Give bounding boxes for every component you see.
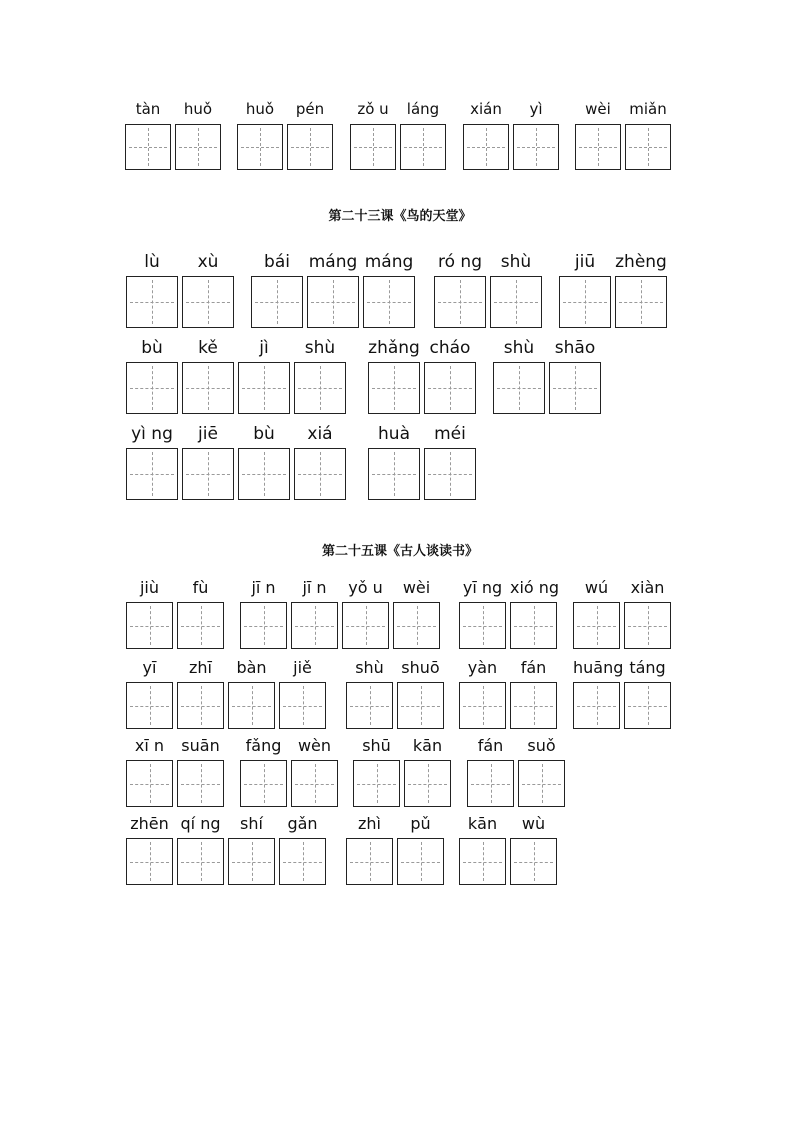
writing-cell xyxy=(287,100,333,172)
writing-cell xyxy=(126,658,173,731)
tian-zi-grid-box[interactable] xyxy=(307,276,359,328)
writing-cell xyxy=(177,814,224,887)
pinyin-label: fán xyxy=(520,658,547,677)
pinyin-row-6 xyxy=(0,658,800,735)
tian-zi-grid-box[interactable] xyxy=(424,362,476,414)
writing-cell xyxy=(510,578,560,651)
tian-zi-grid-box[interactable] xyxy=(125,124,171,170)
writing-cell xyxy=(126,252,178,330)
writing-cell xyxy=(459,814,506,887)
pinyin-label: láng xyxy=(406,100,440,118)
pinyin-label: jī n xyxy=(302,578,327,597)
writing-cell xyxy=(624,578,671,651)
writing-cell xyxy=(615,252,667,330)
writing-cell xyxy=(510,658,557,731)
writing-cell xyxy=(125,100,171,172)
writing-cell xyxy=(251,252,303,330)
tian-zi-grid-box[interactable] xyxy=(434,276,486,328)
writing-cell xyxy=(237,100,283,172)
pinyin-label: suān xyxy=(181,736,220,755)
tian-zi-grid-box[interactable] xyxy=(126,838,173,885)
tian-zi-grid-box[interactable] xyxy=(463,124,509,170)
writing-cell xyxy=(353,736,400,809)
tian-zi-grid-box[interactable] xyxy=(294,362,346,414)
writing-cell xyxy=(400,100,446,172)
tian-zi-grid-box[interactable] xyxy=(350,124,396,170)
pinyin-label: fù xyxy=(192,578,209,597)
tian-zi-grid-box[interactable] xyxy=(237,124,283,170)
writing-cell xyxy=(228,658,275,731)
tian-zi-grid-box[interactable] xyxy=(493,362,545,414)
writing-cell xyxy=(177,578,224,651)
tian-zi-grid-box[interactable] xyxy=(126,760,173,807)
writing-cell xyxy=(424,338,476,416)
tian-zi-grid-box[interactable] xyxy=(126,448,178,500)
tian-zi-grid-box[interactable] xyxy=(513,124,559,170)
tian-zi-grid-box[interactable] xyxy=(228,838,275,885)
pinyin-label: zhī xyxy=(189,658,212,677)
tian-zi-grid-box[interactable] xyxy=(393,602,440,649)
pinyin-label: zhēn xyxy=(130,814,169,833)
writing-cell xyxy=(182,252,234,330)
writing-cell xyxy=(625,100,671,172)
pinyin-label: yàn xyxy=(467,658,498,677)
pinyin-label: huà xyxy=(378,424,410,444)
tian-zi-grid-box[interactable] xyxy=(573,602,620,649)
tian-zi-grid-box[interactable] xyxy=(624,682,671,729)
tian-zi-grid-box[interactable] xyxy=(510,682,557,729)
pinyin-label: bái xyxy=(264,252,290,272)
pinyin-label: pǔ xyxy=(410,814,431,833)
pinyin-label: yǒ u xyxy=(348,578,383,597)
pinyin-label: bù xyxy=(253,424,275,444)
tian-zi-grid-box[interactable] xyxy=(342,602,389,649)
tian-zi-grid-box[interactable] xyxy=(240,602,287,649)
writing-cell xyxy=(549,338,601,416)
pinyin-label: jī n xyxy=(251,578,276,597)
pinyin-label: bàn xyxy=(236,658,267,677)
pinyin-label: yī xyxy=(142,658,157,677)
pinyin-row-2 xyxy=(0,252,800,334)
pinyin-label: pén xyxy=(295,100,325,118)
writing-cell xyxy=(424,424,476,502)
writing-cell xyxy=(175,100,221,172)
pinyin-label: méi xyxy=(434,424,466,444)
writing-cell xyxy=(350,100,396,172)
writing-cell xyxy=(279,658,326,731)
pinyin-label: shù xyxy=(355,658,384,677)
tian-zi-grid-box[interactable] xyxy=(459,602,506,649)
pinyin-row-7 xyxy=(0,736,800,813)
writing-cell xyxy=(463,100,509,172)
pinyin-row-3 xyxy=(0,338,800,420)
writing-cell xyxy=(294,424,346,502)
writing-cell xyxy=(294,338,346,416)
writing-cell xyxy=(182,338,234,416)
writing-cell xyxy=(573,658,624,731)
tian-zi-grid-box[interactable] xyxy=(177,760,224,807)
pinyin-label: gǎn xyxy=(287,814,318,833)
writing-cell xyxy=(459,658,506,731)
tian-zi-grid-box[interactable] xyxy=(467,760,514,807)
tian-zi-grid-box[interactable] xyxy=(182,362,234,414)
writing-cell xyxy=(393,578,440,651)
pinyin-label: lù xyxy=(144,252,160,272)
tian-zi-grid-box[interactable] xyxy=(240,760,287,807)
tian-zi-grid-box[interactable] xyxy=(238,362,290,414)
writing-cell xyxy=(510,814,557,887)
tian-zi-grid-box[interactable] xyxy=(294,448,346,500)
writing-cell xyxy=(291,578,338,651)
tian-zi-grid-box[interactable] xyxy=(177,682,224,729)
pinyin-label: xiá xyxy=(307,424,333,444)
writing-cell xyxy=(182,424,234,502)
pinyin-label: kān xyxy=(467,814,498,833)
writing-cell xyxy=(490,252,542,330)
pinyin-label: wèn xyxy=(297,736,332,755)
pinyin-label: shū xyxy=(362,736,391,755)
tian-zi-grid-box[interactable] xyxy=(549,362,601,414)
tian-zi-grid-box[interactable] xyxy=(510,602,557,649)
tian-zi-grid-box[interactable] xyxy=(177,602,224,649)
pinyin-label: shuō xyxy=(401,658,440,677)
tian-zi-grid-box[interactable] xyxy=(400,124,446,170)
tian-zi-grid-box[interactable] xyxy=(615,276,667,328)
tian-zi-grid-box[interactable] xyxy=(368,448,420,500)
tian-zi-grid-box[interactable] xyxy=(238,448,290,500)
tian-zi-grid-box[interactable] xyxy=(424,448,476,500)
lesson-25-heading: 第二十五课《古人谈读书》 xyxy=(321,544,478,559)
pinyin-label: yì xyxy=(529,100,543,118)
tian-zi-grid-box[interactable] xyxy=(510,838,557,885)
pinyin-label: wèi xyxy=(402,578,431,597)
writing-cell xyxy=(493,338,545,416)
writing-cell xyxy=(363,252,415,330)
writing-cell xyxy=(624,658,671,731)
writing-cell xyxy=(238,338,290,416)
pinyin-label: shāo xyxy=(554,338,596,358)
pinyin-label: suǒ xyxy=(527,736,556,755)
writing-cell xyxy=(518,736,565,809)
tian-zi-grid-box[interactable] xyxy=(126,602,173,649)
tian-zi-grid-box[interactable] xyxy=(126,276,178,328)
writing-cell xyxy=(434,252,486,330)
tian-zi-grid-box[interactable] xyxy=(624,602,671,649)
pinyin-label: táng xyxy=(629,658,666,677)
pinyin-label: zhì xyxy=(358,814,381,833)
pinyin-label: xiàn xyxy=(630,578,665,597)
tian-zi-grid-box[interactable] xyxy=(459,682,506,729)
writing-cell xyxy=(575,100,621,172)
pinyin-label: jiě xyxy=(293,658,312,677)
pinyin-label: shù xyxy=(500,252,532,272)
pinyin-label: xió ng xyxy=(510,578,560,597)
writing-cell xyxy=(126,814,173,887)
writing-cell xyxy=(573,578,620,651)
pinyin-label: kě xyxy=(198,338,218,358)
tian-zi-grid-box[interactable] xyxy=(397,838,444,885)
tian-zi-grid-box[interactable] xyxy=(291,602,338,649)
writing-cell xyxy=(279,814,326,887)
pinyin-label: jiē xyxy=(198,424,218,444)
writing-cell xyxy=(368,338,420,416)
tian-zi-grid-box[interactable] xyxy=(251,276,303,328)
pinyin-label: jì xyxy=(259,338,269,358)
writing-cell xyxy=(291,736,338,809)
writing-cell xyxy=(177,736,224,809)
tian-zi-grid-box[interactable] xyxy=(397,682,444,729)
pinyin-label: wú xyxy=(584,578,609,597)
pinyin-label: jiù xyxy=(139,578,160,597)
writing-cell xyxy=(240,736,287,809)
writing-cell xyxy=(307,252,359,330)
writing-cell xyxy=(342,578,389,651)
pinyin-label: máng xyxy=(364,252,414,272)
tian-zi-grid-box[interactable] xyxy=(279,682,326,729)
writing-cell xyxy=(238,424,290,502)
pinyin-row-1 xyxy=(0,100,800,176)
tian-zi-grid-box[interactable] xyxy=(287,124,333,170)
pinyin-label: jiū xyxy=(574,252,596,272)
pinyin-label: huǒ xyxy=(245,100,275,118)
tian-zi-grid-box[interactable] xyxy=(573,682,620,729)
pinyin-label: tàn xyxy=(135,100,161,118)
tian-zi-grid-box[interactable] xyxy=(126,682,173,729)
pinyin-label: shí xyxy=(240,814,263,833)
tian-zi-grid-box[interactable] xyxy=(279,838,326,885)
pinyin-label: bù xyxy=(141,338,163,358)
writing-cell xyxy=(346,814,393,887)
tian-zi-grid-box[interactable] xyxy=(404,760,451,807)
tian-zi-grid-box[interactable] xyxy=(559,276,611,328)
writing-cell xyxy=(126,736,173,809)
tian-zi-grid-box[interactable] xyxy=(126,362,178,414)
writing-cell xyxy=(126,424,178,502)
pinyin-label: huǒ xyxy=(183,100,213,118)
tian-zi-grid-box[interactable] xyxy=(518,760,565,807)
pinyin-label: cháo xyxy=(429,338,471,358)
pinyin-label: xī n xyxy=(134,736,165,755)
pinyin-label: fán xyxy=(477,736,504,755)
pinyin-label: shù xyxy=(304,338,336,358)
writing-cell xyxy=(228,814,275,887)
tian-zi-grid-box[interactable] xyxy=(353,760,400,807)
pinyin-row-5 xyxy=(0,578,800,655)
tian-zi-grid-box[interactable] xyxy=(291,760,338,807)
writing-cell xyxy=(459,578,506,651)
writing-cell xyxy=(397,814,444,887)
writing-cell xyxy=(346,658,393,731)
tian-zi-grid-box[interactable] xyxy=(346,682,393,729)
pinyin-label: máng xyxy=(308,252,358,272)
pinyin-row-8 xyxy=(0,814,800,891)
tian-zi-grid-box[interactable] xyxy=(490,276,542,328)
writing-cell xyxy=(397,658,444,731)
pinyin-label: huāng xyxy=(573,658,624,677)
pinyin-label: zǒ u xyxy=(357,100,389,118)
pinyin-label: wù xyxy=(521,814,546,833)
pinyin-label: ró ng xyxy=(438,252,482,272)
pinyin-label: fǎng xyxy=(245,736,282,755)
tian-zi-grid-box[interactable] xyxy=(459,838,506,885)
pinyin-label: yī ng xyxy=(462,578,503,597)
writing-cell xyxy=(559,252,611,330)
pinyin-label: miǎn xyxy=(629,100,667,118)
pinyin-label: zhèng xyxy=(615,252,667,272)
pinyin-label: xù xyxy=(197,252,219,272)
pinyin-label: xián xyxy=(470,100,502,118)
pinyin-label: yì ng xyxy=(131,424,173,444)
tian-zi-grid-box[interactable] xyxy=(228,682,275,729)
tian-zi-grid-box[interactable] xyxy=(175,124,221,170)
writing-cell xyxy=(126,578,173,651)
writing-cell xyxy=(240,578,287,651)
pinyin-label: kān xyxy=(412,736,443,755)
tian-zi-grid-box[interactable] xyxy=(625,124,671,170)
tian-zi-grid-box[interactable] xyxy=(363,276,415,328)
tian-zi-grid-box[interactable] xyxy=(346,838,393,885)
pinyin-label: qí ng xyxy=(180,814,221,833)
pinyin-label: zhǎng xyxy=(368,338,420,358)
pinyin-row-4 xyxy=(0,424,800,506)
writing-cell xyxy=(126,338,178,416)
pinyin-label: wèi xyxy=(585,100,611,118)
tian-zi-grid-box[interactable] xyxy=(575,124,621,170)
writing-cell xyxy=(467,736,514,809)
tian-zi-grid-box[interactable] xyxy=(182,276,234,328)
tian-zi-grid-box[interactable] xyxy=(368,362,420,414)
tian-zi-grid-box[interactable] xyxy=(177,838,224,885)
pinyin-label: shù xyxy=(503,338,535,358)
writing-cell xyxy=(513,100,559,172)
lesson-23-heading: 第二十三课《鸟的天堂》 xyxy=(328,209,472,224)
tian-zi-grid-box[interactable] xyxy=(182,448,234,500)
writing-cell xyxy=(368,424,420,502)
writing-cell xyxy=(404,736,451,809)
writing-cell xyxy=(177,658,224,731)
